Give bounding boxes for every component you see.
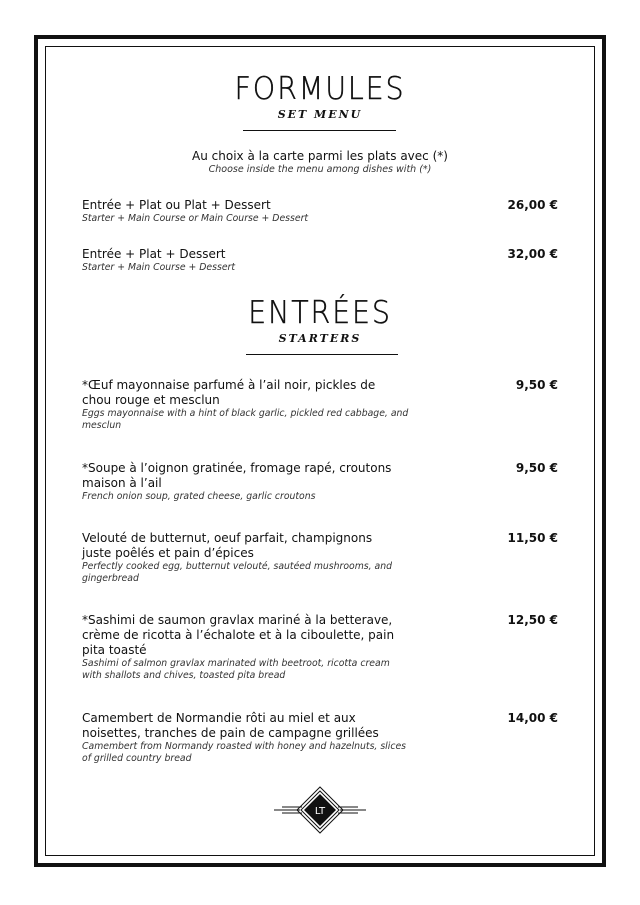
item-price: 32,00 € [507,247,558,261]
entrees-subtitle: STARTERS [278,332,362,345]
item-name: *Soupe à l’oignon gratinée, fromage rapé, croutons maison à l’ail [82,461,392,490]
item-price: 9,50 € [515,378,558,392]
item-name: Entrée + Plat + Dessert [82,247,226,261]
entrees-divider [246,354,398,355]
item-price: 26,00 € [507,198,558,212]
formule-item [82,247,558,274]
item-description: Starter + Main Course or Main Course + Dessert [82,213,309,224]
formule-item [82,198,558,225]
entrees-title: ENTRÉES [248,295,392,331]
item-description: Perfectly cooked egg, butternut velouté, sautéed mushrooms, and gingerbread [82,561,393,584]
starter-item [82,378,558,432]
item-price: 14,00 € [507,711,558,725]
item-name: Velouté de butternut, oeuf parfait, champignons juste poêlés et pain d’épices [82,531,373,560]
item-description: Sashimi of salmon gravlax marinated with beetroot, ricotta cream with shallots and chives, toasted pita bread [82,658,390,681]
formules-intro [0,149,640,175]
item-price: 9,50 € [515,461,558,475]
formules-heading [0,72,640,121]
item-name: Camembert de Normandie rôti au miel et aux noisettes, tranches de pain de campagne grillées [82,711,379,740]
starter-item [82,461,558,503]
item-name: Entrée + Plat ou Plat + Dessert [82,198,271,212]
intro-english: Choose inside the menu among dishes with (*) [208,164,432,175]
intro-french: Au choix à la carte parmi les plats avec (*) [192,149,448,163]
entrees-heading [0,296,640,345]
item-price: 12,50 € [507,613,558,627]
starter-item [82,711,558,765]
item-description: Eggs mayonnaise with a hint of black garlic, pickled red cabbage, and mesclun [82,408,409,431]
formules-divider [243,130,396,131]
formules-title: FORMULES [234,71,406,107]
starter-item [82,531,558,585]
logo-monogram: LT [314,806,326,817]
item-price: 11,50 € [507,531,558,545]
item-name: *Sashimi de saumon gravlax mariné à la betterave, crème de ricotta à l’échalote et à la ciboulette, pain pita toasté [82,613,395,657]
item-description: Starter + Main Course + Dessert [82,262,236,273]
item-name: *Œuf mayonnaise parfumé à l’ail noir, pickles de chou rouge et mesclun [82,378,376,407]
item-description: French onion soup, grated cheese, garlic croutons [82,491,316,502]
starter-item [82,613,558,682]
formules-subtitle: SET MENU [277,108,363,121]
item-description: Camembert from Normandy roasted with honey and hazelnuts, slices of grilled country bread [82,741,407,764]
art-deco-monogram-icon [270,786,370,834]
